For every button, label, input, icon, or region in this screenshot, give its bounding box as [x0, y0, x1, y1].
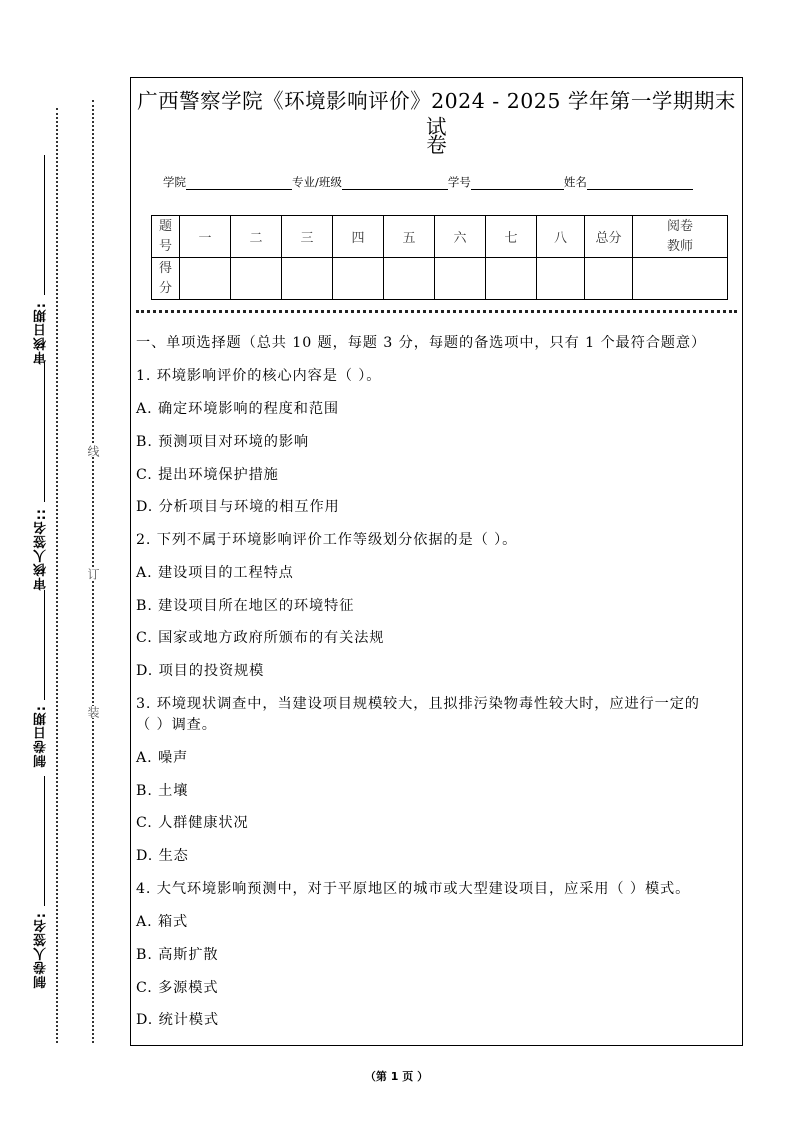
section-divider: [136, 310, 737, 313]
field-student-id[interactable]: [471, 177, 564, 190]
question-2-option-d: D. 项目的投资规模: [136, 663, 265, 679]
reviewer-header: 阅卷 教师: [633, 216, 728, 258]
exam-title-cont: 卷: [426, 133, 447, 157]
score-cell-total[interactable]: [585, 258, 633, 300]
question-4-option-c: C. 多源模式: [136, 980, 219, 996]
question-3-stem: 3. 环境现状调查中，当建设项目规模较大，且拟排污染物毒性较大时，应进行一定的: [136, 696, 700, 712]
binding-char-order: 订: [86, 568, 100, 580]
question-1-option-a: A. 确定环境影响的程度和范围: [136, 401, 340, 417]
binding-char-line: 线: [86, 445, 100, 457]
score-row-header: 得 分: [152, 258, 180, 300]
score-cell-1[interactable]: [180, 258, 231, 300]
col-header-3: 三: [282, 216, 333, 258]
question-2-option-c: C. 国家或地方政府所颁布的有关法规: [136, 630, 385, 646]
question-4-option-a: A. 箱式: [136, 914, 189, 930]
field-label-name: 姓名: [563, 175, 587, 189]
question-1-option-c: C. 提出环境保护措施: [136, 467, 279, 483]
col-header-5: 五: [384, 216, 435, 258]
field-label-major-class: 专业/班级: [292, 175, 342, 189]
binding-char-bind: 装: [86, 706, 100, 718]
col-header-4: 四: [333, 216, 384, 258]
reviewer-signature-blank: [44, 362, 45, 502]
score-table-score-row: [152, 258, 728, 300]
score-cell-reviewer[interactable]: [633, 258, 728, 300]
question-2-stem: 2. 下列不属于环境影响评价工作等级划分依据的是（ ）。: [136, 532, 518, 548]
reviewer-signature-label: 审核人签名::: [34, 508, 49, 591]
question-2-option-b: B. 建设项目所在地区的环境特征: [136, 598, 355, 614]
col-header-8: 八: [537, 216, 585, 258]
question-3-stem-cont: （ ）调查。: [136, 717, 217, 733]
question-2-option-a: A. 建设项目的工程特点: [136, 565, 294, 581]
field-name[interactable]: [587, 177, 693, 190]
question-4-option-b: B. 高斯扩散: [136, 947, 219, 963]
score-cell-5[interactable]: [384, 258, 435, 300]
field-label-college: 学院: [163, 175, 186, 189]
col-header-1: 一: [180, 216, 231, 258]
binding-margin-inner-line: [56, 108, 58, 1043]
question-4-option-d: D. 统计模式: [136, 1012, 219, 1028]
question-4-stem: 4. 大气环境影响预测中，对于平原地区的城市或大型建设项目，应采用（ ）模式。: [136, 881, 691, 897]
exam-title: 广西警察学院《环境影响评价》2024 - 2025 学年第一学期期末试: [137, 89, 736, 139]
field-major-class[interactable]: [342, 177, 448, 190]
section-title: 一、单项选择题（总共 10 题，每题 3 分，每题的备选项中，只有 1 个最符合题意）: [136, 335, 707, 351]
exam-paper-frame: [130, 77, 743, 1046]
review-date-label: 审核日期:: [34, 302, 49, 365]
question-number-header: 题 号: [152, 216, 180, 258]
score-table: [151, 215, 728, 300]
review-date-blank: [44, 155, 45, 295]
col-header-total: 总分: [585, 216, 633, 258]
score-cell-6[interactable]: [435, 258, 486, 300]
score-cell-7[interactable]: [486, 258, 537, 300]
maker-signature-label: 制卷人签名:: [34, 912, 49, 989]
score-cell-8[interactable]: [537, 258, 585, 300]
score-cell-2[interactable]: [231, 258, 282, 300]
question-1-option-b: B. 预测项目对环境的影响: [136, 434, 310, 450]
col-header-2: 二: [231, 216, 282, 258]
score-cell-3[interactable]: [282, 258, 333, 300]
maker-signature-blank: [44, 776, 45, 906]
col-header-7: 七: [486, 216, 537, 258]
question-3-option-c: C. 人群健康状况: [136, 815, 249, 831]
col-header-6: 六: [435, 216, 486, 258]
question-1-stem: 1. 环境影响评价的核心内容是（ ）。: [136, 368, 382, 384]
score-cell-4[interactable]: [333, 258, 384, 300]
student-info-row: [163, 174, 693, 190]
paper-date-label: 制卷日期:: [34, 705, 49, 768]
question-1-option-d: D. 分析项目与环境的相互作用: [136, 499, 340, 515]
field-college[interactable]: [186, 177, 292, 190]
page-number: （第 1 页 ）: [364, 1070, 429, 1083]
field-label-student-id: 学号: [447, 175, 471, 189]
question-3-option-d: D. 生态: [136, 848, 189, 864]
question-3-option-a: A. 噪声: [136, 750, 189, 766]
score-table-header-row: [152, 216, 728, 258]
question-3-option-b: B. 土壤: [136, 783, 189, 799]
paper-date-blank: [44, 590, 45, 700]
